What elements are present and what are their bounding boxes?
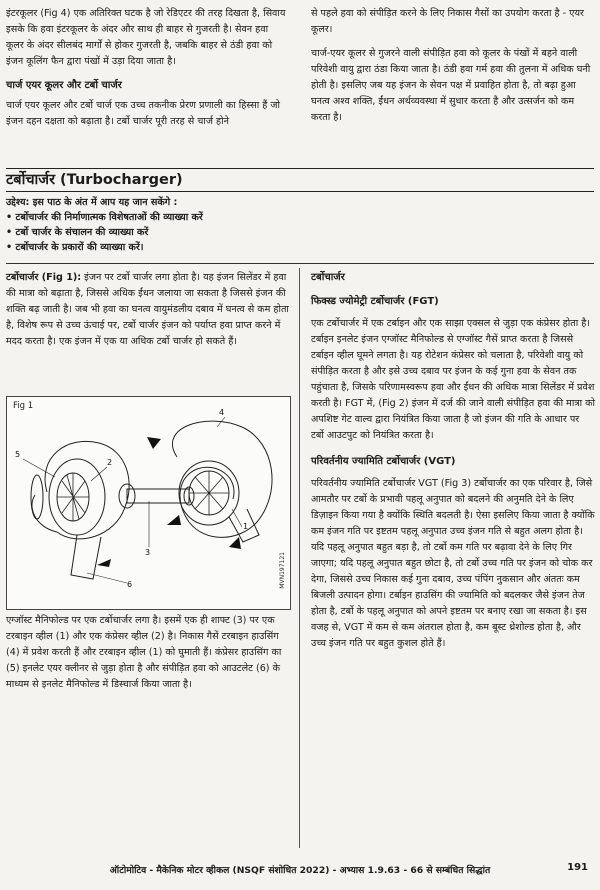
objectives-block — [6, 195, 594, 255]
column-divider — [299, 268, 300, 848]
turbocharger-illustration — [7, 397, 290, 609]
vgt-heading: परिवर्तनीय ज्यामिति टर्बोचार्जर (VGT) — [311, 456, 456, 467]
figure-number-6: 6 — [127, 580, 133, 589]
objective-item: • टर्बोचार्जर की निर्माणात्मक विशेषताओं की व्याख्या करें — [6, 210, 594, 225]
page-number: 191 — [567, 862, 588, 873]
turbocharger-working-paragraph: एग्जॉस्ट मैनिफोल्ड पर एक टर्बोचार्जर लगा है। इसमें एक ही शाफ्ट (3) पर एक टरबाइन व्हील (1) और एक कंप्रेसर व्हील (2) है। निकास गैसें टरबाइन हाउसिंग (4) में प्रवेश करती हैं और टरबाइन व्हील (1) को घुमाती हैं। कंप्रेसर हाउसिंग का (5) इनलेट एयर क्लीनर से जुड़ा होता है और संपीड़ित हवा को आउटलेट (6) के माध्यम से इनलेट मैनिफोल्ड में डिस्चार्ज किया जाता है। — [6, 615, 282, 690]
page-footer: ऑटोमोटिव - मैकेनिक मोटर व्हीकल (NSQF संशोधित 2022) - अभ्यास 1.9.63 - 66 से सम्बंधित सिद्धांत — [109, 865, 491, 876]
intercooler-paragraph: इंटरकूलर (Fig 4) एक अतिरिक्त घटक है जो रेडिएटर की तरह दिखता है, सिवाय इसके कि हवा इंटरकूलर के अंदर और साथ ही बाहर से गुजरती है। सेवन हवा कूलर के अंदर सीलबंद मार्गों से होकर गुजरती है, जबकि बाहर से ठंडी हवा को इंजन कूलिंग फैन द्वारा पंखों में उड़ा दिया जाता है। — [6, 8, 286, 67]
left-main-column — [6, 270, 290, 350]
turbocharger-subheading: टर्बोचार्जर — [311, 272, 345, 283]
figure-label: Fig 1 — [13, 401, 34, 411]
figure-number-3: 3 — [145, 548, 151, 557]
charge-air-heading: चार्ज एयर कूलर और टर्बो चार्जर — [6, 80, 122, 91]
charge-air-paragraph: चार्ज एयर कूलर और टर्बो चार्ज एक उच्च तकनीक प्रेरण प्रणाली का हिस्सा हैं जो इंजन दहन दक्षता को बढ़ाता है। टर्बो चार्जर पूरी तरह से चार्ज होने — [6, 100, 280, 127]
fgt-heading: फिक्स्ड ज्योमेट्री टर्बोचार्जर (FGT) — [311, 296, 439, 307]
fgt-paragraph: एक टर्बोचार्जर में एक टर्बाइन और एक साझा एक्सल से जुड़ा एक कंप्रेसर होता है। टर्बाइन इनलेट इंजन एग्जॉस्ट मैनिफोल्ड से एग्जॉस्ट गैसें प्राप्त करता है जिससे टर्बाइन व्हील घूमने लगता है। यह रोटेशन कंप्रेसर को चलाता है, परिवेशी वायु को संपीड़ित करता है और इसे उच्च दबाव पर इंजन के कई गुना हवा के सेवन तक पहुंचाता है, जिसके परिणामस्वरूप हवा और ईंधन की अधिक मात्रा सिलेंडर में प्रवेश करती है। FGT में, (Fig 2) इंजन में दर्ज की जाने वाली संपीड़ित हवा की मात्रा को अपशिष्ट गेट वाल्व द्वारा नियंत्रित किया जाता है जो इंजन की गति के आधार पर टर्बो आउटपुट को नियंत्रित करता है। — [311, 318, 596, 441]
charge-air-cooling-paragraph: चार्ज-एयर कूलर से गुजरने वाली संपीड़ित हवा को कूलर के पंखों में बहने वाली परिवेशी वायु द्वारा ठंडा किया जाता है। ठंडी हवा गर्म हवा की तुलना में अधिक घनी होती है। इसलिए जब यह इंजन के सेवन पक्ष में प्रवाहित होता है, तो बढ़ा हुआ घनत्व अश्व शक्ति, ईंधन अर्थव्यवस्था में सुधार करता है और उत्सर्जन को कम करता है। — [311, 48, 591, 123]
section-title-bar — [6, 168, 594, 192]
objective-item: • टर्बो चार्जर के संचालन की व्याख्या करें — [6, 225, 594, 240]
figure-code: MVN197121 — [279, 552, 286, 589]
turbocharger-figure — [6, 396, 291, 610]
right-main-column — [311, 270, 595, 652]
figure-number-2: 2 — [107, 458, 113, 467]
objective-item: • टर्बोचार्जर के प्रकारों की व्याख्या करें। — [6, 240, 594, 255]
objectives-list — [6, 210, 594, 255]
figure-number-4: 4 — [219, 408, 225, 417]
turbocharger-intro-paragraph: टर्बोचार्जर (Fig 1): इंजन पर टर्बो चार्जर लगा होता है। यह इंजन सिलेंडर में हवा की मात्रा को बढ़ाता है, जिससे अधिक ईंधन जलाया जा सकता है जिससे इंजन की शक्ति बढ़ जाती है। जब भी हवा का घनत्व वायुमंडलीय दबाव में घनत्व से कम होता है, विशेष रूप से उच्च ऊंचाई पर, टर्बो चार्जर इंजन को पर्याप्त हवा प्राप्त करने में मदद करता है। एक इंजन में एक या अधिक टर्बो चार्जर हो सकते हैं। — [6, 272, 289, 347]
objective-intro: उद्देश्य: इस पाठ के अंत में आप यह जान सकेंगे : — [6, 197, 178, 208]
objectives-divider — [6, 263, 594, 264]
top-right-column — [311, 6, 595, 126]
figure-number-1: 1 — [243, 522, 249, 531]
air-cooler-continuation: से पहले हवा को संपीड़ित करने के लिए निकास गैसों का उपयोग करता है - एयर कूलर। — [311, 8, 584, 35]
left-lower-column — [6, 613, 290, 693]
turbocharger-intro-lead: टर्बोचार्जर (Fig 1): — [6, 272, 82, 283]
section-title: टर्बोचार्जर (Turbocharger) — [6, 172, 183, 188]
figure-number-5: 5 — [15, 450, 21, 459]
vgt-paragraph: परिवर्तनीय ज्यामिति टर्बोचार्जर VGT (Fig 3) टर्बोचार्जर का एक परिवार है, जिसे आमतौर पर टर्बो के प्रभावी पहलू अनुपात को बदलने की अनुमति देने के लिए डिज़ाइन किया गया है क्योंकि स्थिति बदलती है। ऐसा इसलिए किया जाता है क्योंकि कम इंजन गति पर इष्टतम पहलू अनुपात उच्च इंजन गति से बहुत अलग होता है। यदि पहलू अनुपात बहुत बड़ा है, तो टर्बो कम गति पर बढ़ावा देने के लिए गिर जाएगा; यदि पहलू अनुपात बहुत छोटा है, तो टर्बो उच्च गति पर इंजन को चोक कर देगा, जिससे उच्च निकास कई गुना दबाव, उच्च पंपिंग नुकसान और अंततः कम बिजली उत्पादन होगा। टर्बाइन हाउसिंग की ज्यामिति को बदलकर जैसे इंजन तेज होता है, टर्बो के पहलू अनुपात को अपने इष्टतम पर बनाए रखा जा सकता है। इस वजह से, VGT में कम से कम अंतराल होता है, कम बूस्ट थ्रेशोल्ड होता है, और उच्च इंजन गति पर बहुत कुशल होते हैं। — [311, 478, 595, 649]
top-left-column — [6, 6, 288, 130]
